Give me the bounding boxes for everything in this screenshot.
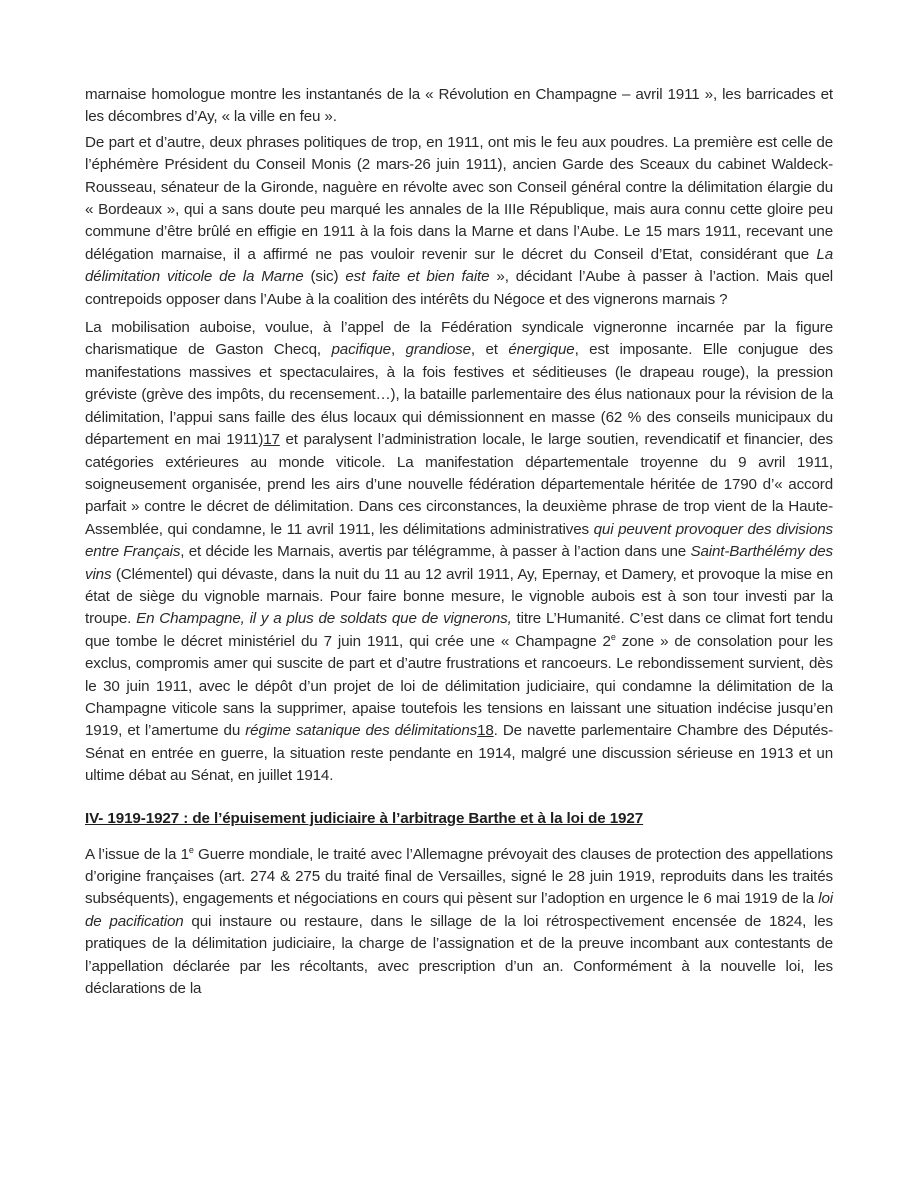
footnote-link[interactable]: 17 [263, 431, 280, 449]
section-heading: IV- 1919-1927 : de l’épuisement judiciaire à l’arbitrage Barthe et à la loi de 1927 [85, 809, 644, 827]
text-run: titre L’Humanité. C’est dans ce climat fort tendu que tombe le décret ministériel du 7 juin 1911, qui crée une « Champagne 2 [85, 610, 833, 650]
italic-text: Saint-Barthélémy des vins [85, 543, 833, 583]
text-run: , [390, 341, 406, 359]
paragraph [85, 317, 833, 788]
italic-text: grandiose [405, 341, 471, 359]
text-run: marnaise homologue montre les instantanés de la « Révolution en Champagne – avril 1911 », les barricades et les décombres d’Ay, « la ville en feu ». [85, 86, 833, 126]
footnote-link[interactable]: 18 [477, 722, 494, 740]
italic-text: énergique [508, 341, 575, 359]
text-run: (sic) [303, 268, 346, 286]
italic-text: En Champagne, il y a plus de soldats que de vignerons, [136, 610, 512, 628]
italic-text: La délimitation viticole de la Marne [85, 245, 833, 286]
text-run: , est imposante. Elle conjugue des manifestations massives et spectaculaires, à la fois festives et séditieuses (le drapeau rouge), la pression gréviste (grève des impôts, du recensement…), la bataille parlementaire des élus nationaux pour la révision de la délimitation, l’appui sans faille des élus locaux qui démissionnent en masse (62 % des conseils municipaux du département en mai 1911) [85, 341, 833, 449]
italic-text: pacifique [331, 341, 391, 359]
text-run: Guerre mondiale, le traité avec l’Allemagne prévoyait des clauses de protection des appellations d’origine françaises (art. 274 & 275 du traité final de Versailles, signé le 28 juin 1919, reproduits dans les traités subséquents), engagements et négociations en cours qui pèsent sur l’adoption en urgence le 6 mai 1919 de la [85, 845, 834, 908]
text-run: », décidant l’Aube à passer à l’action. Mais quel contrepoids opposer dans l’Aube à la coalition des intérêts du Négoce et des vignerons marnais ? [85, 268, 834, 308]
text-run: , et décide les Marnais, avertis par télégramme, à passer à l’action dans une [180, 543, 691, 561]
text-run: zone » de consolation pour les exclus, compromis amer qui suscite de part et d’autre frustrations et rancoeurs. Le rebondissement survient, dès le 30 juin 1911, avec le dépôt d’un projet de loi de délimitation judiciaire, qui condamne la délimitation de la Champagne viticole sans la supprimer, apaise toutefois les tensions en laissant une situation indécise jusqu’en 1919, et l’amertume du [85, 632, 833, 740]
text-run: De part et d’autre, deux phrases politiques de trop, en 1911, ont mis le feu aux poudres. La première est celle de l’éphémère Président du Conseil Monis (2 mars-26 juin 1911), ancien Garde des Sceaux du cabinet Waldeck-Rousseau, sénateur de la Gironde, naguère en révolte avec son Conseil général contre la délimitation élargie du « Bordeaux », qui a sans doute peu marqué les annales de la IIIe République, mais aura connu cette gloire peu commune d’être brûlé en effigie en 1911 à la fois dans la Marne et dans l’Aube. Le 15 mars 1911, recevant une délégation marnaise, il a affirmé ne pas vouloir revenir sur le décret du Conseil d’Etat, considérant que [85, 133, 833, 263]
text-run: A l’issue de la 1 [85, 845, 189, 863]
italic-text: qui peuvent provoquer des divisions entre Français [85, 520, 833, 561]
superscript: e [610, 631, 616, 642]
paragraph [85, 132, 833, 311]
document-page [85, 84, 833, 1000]
text-run: , et [470, 341, 509, 359]
superscript: e [188, 844, 194, 855]
text-run: . De navette parlementaire Chambre des Députés-Sénat en entrée en guerre, la situation reste pendante en 1914, malgré une discussion sérieuse en 1913 et un ultime débat au Sénat, en juillet 1914. [85, 722, 834, 785]
paragraph [85, 844, 833, 1001]
italic-text: régime satanique des délimitations [245, 722, 478, 740]
paragraph [85, 84, 833, 129]
text-run: La mobilisation auboise, voulue, à l’appel de la Fédération syndicale vigneronne incarnée par la figure charismatique de Gaston Checq, [85, 319, 833, 359]
text-run: et paralysent l’administration locale, le large soutien, revendicatif et financier, des catégories extérieures au monde viticole. La manifestation départementale troyenne du 9 avril 1911, soigneusement organisée, prend les airs d’une nouvelle fédération départementale héritée de 1790 d’« accord parfait » contre le décret de délimitation. Dans ces circonstances, la deuxième phrase de trop vient de la Haute-Assemblée, qui condamne, le 11 avril 1911, les délimitations administratives [85, 431, 833, 538]
italic-text: est faite et bien faite [345, 268, 490, 286]
text-run: (Clémentel) qui dévaste, dans la nuit du 11 au 12 avril 1911, Ay, Epernay, et Damery, et provoque la mise en état de siège du vignoble marnais. Pour faire bonne mesure, le vignoble aubois est à son tour investi par la troupe. [85, 565, 833, 628]
italic-text: loi de pacification [85, 890, 833, 930]
text-run: qui instaure ou restaure, dans le sillage de la loi rétrospectivement encensée de 1824, les pratiques de la délimitation judiciaire, la charge de l’assignation et de la preuve incombant aux contestants de l’appellation déclarée par les récoltants, avec prescription d’un an. Conformément à la nouvelle loi, les déclarations de la [85, 912, 833, 998]
